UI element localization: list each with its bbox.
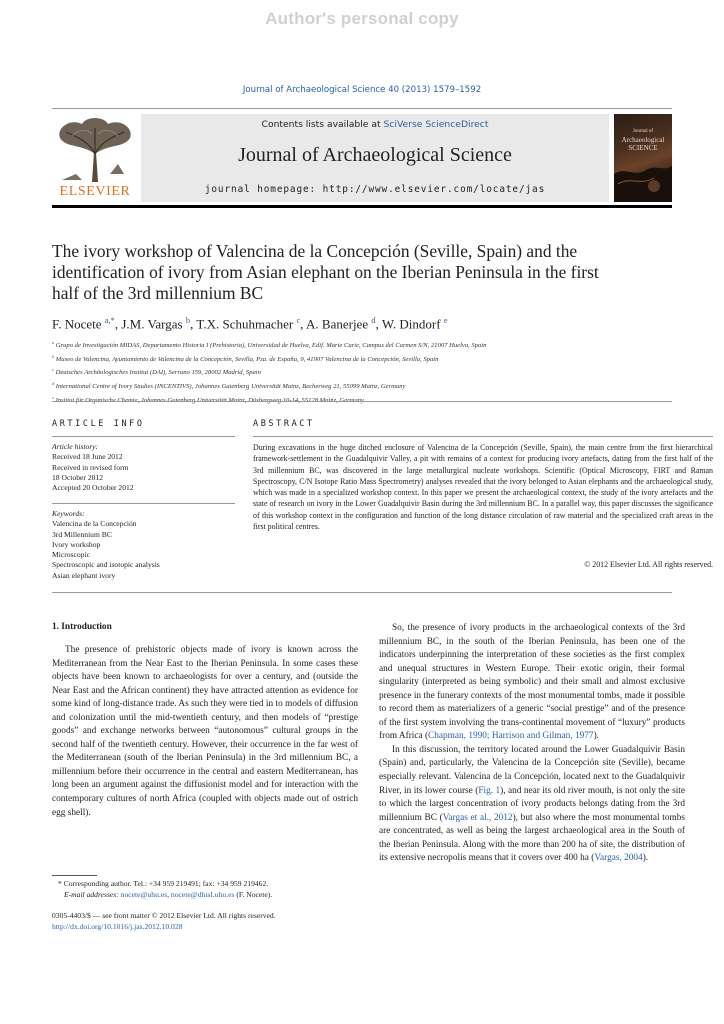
article-title	[52, 241, 682, 304]
keyword-item: Microscopic	[52, 550, 90, 560]
footnote-rule	[52, 875, 97, 876]
author-separator: ,	[375, 316, 382, 332]
paragraph-text: In this discussion, the territory located around the Lower Guadalquivir Basin (Spain) and, particularly, the Valencina de la Concepción site (Seville), became especially relevant. Valencina de la Concepción, located next to the Guadalquivir River, in its lower course (	[379, 744, 685, 796]
cover-line-1: Journal of	[632, 129, 654, 134]
author-affiliation-mark[interactable]: e	[443, 315, 448, 325]
affiliation-mark: a	[52, 340, 55, 345]
issn-line: 0305-4403/$ — see front matter © 2012 Elsevier Ltd. All rights reserved.	[52, 911, 276, 920]
affiliation-text: Grupo de Investigación MIDAS, Departamento Historia I (Prehistoria), Universidad de Huelva, Edif. Marie Curie, Campus del Carmen S/N, 21007 Huelva, Spain	[55, 342, 487, 350]
author-separator: ,	[114, 316, 122, 332]
title-line: identification of ivory from Asian elephant on the Iberian Peninsula in the first	[52, 262, 599, 282]
paragraph-text: ), and near its old river mouth, is not only the site to which the largest concentration of ivory products belongs dating from the 3rd millennium BC (	[379, 785, 685, 823]
publisher-name: ELSEVIER	[59, 184, 131, 199]
corresponding-author-footnote	[52, 879, 362, 900]
journal-cover[interactable]	[614, 114, 672, 202]
author-affiliation-mark[interactable]: d	[371, 315, 376, 325]
info-rule-2	[52, 503, 235, 504]
watermark: Author's personal copy	[265, 9, 459, 28]
author-separator: ,	[300, 316, 307, 332]
history-item: 18 October 2012	[52, 472, 104, 482]
affiliation-mark: c	[52, 367, 54, 373]
paragraph-text: ).	[593, 731, 599, 742]
affiliation-mark: e	[52, 394, 54, 400]
keywords	[52, 509, 235, 581]
affiliation-text: Deutsches Archäologisches Institut (DAI), Serrano 159, 28002 Madrid, Spain	[55, 369, 261, 377]
journal-homepage[interactable]: journal homepage: http://www.elsevier.com/locate/jas	[204, 184, 546, 195]
email-label: E-mail addresses:	[64, 889, 121, 899]
article-info-heading: ARTICLE INFO	[52, 419, 145, 429]
cover-line-3: SCIENCE	[628, 144, 658, 152]
citation-link[interactable]: Vargas, 2004	[594, 853, 643, 864]
corresponding-author: * Corresponding author. Tel.: +34 959 219491; fax: +34 959 219462.	[58, 879, 269, 888]
affiliation-item	[52, 379, 692, 393]
title-line: half of the 3rd millennium BC	[52, 283, 264, 303]
paragraph-text: So, the presence of ivory products in the archaeological contexts of the 3rd millennium BC, in the south of the Iberian Peninsula, has been one of the indicators underpinning the interpretation of these societies as the first complex and unequal structures in Western Europe. Their exotic origin, their formal singularity (interpreted as being symbolic) and their small and almost exclusive presence in the funerary contexts of the most monumental tombs, made it possible to record them as materializers of a generic “social prestige” and of the presence of the first system involving the trans-continental movement of “luxury” products from Africa (	[379, 623, 685, 742]
affiliation-item	[52, 352, 692, 366]
citation-link[interactable]: Chapman, 1990; Harrison and Gilman, 1977	[428, 731, 594, 742]
history-label: Article history:	[52, 442, 99, 451]
cover-line-2: Archaeological	[621, 136, 665, 144]
figure-link[interactable]: Fig. 1	[478, 785, 501, 796]
email-link[interactable]: nocete@dhisI.uhu.es	[170, 889, 235, 899]
contents-line	[141, 119, 609, 130]
author-name: J.M. Vargas	[121, 316, 183, 332]
title-line: The ivory workshop of Valencina de la Concepción (Seville, Spain) and the	[52, 241, 578, 261]
author-affiliation-mark[interactable]: c	[296, 315, 301, 325]
affiliation-mark: d	[52, 381, 55, 387]
body-column-left	[52, 644, 358, 820]
author-name: W. Dindorf	[381, 316, 441, 332]
elsevier-tree-icon	[52, 114, 138, 184]
history-item: Accepted 20 October 2012	[52, 483, 134, 493]
paragraph-text: ).	[642, 853, 649, 864]
email-line	[52, 890, 362, 901]
author-separator: ,	[190, 316, 197, 332]
email-suffix: (F. Nocete).	[234, 889, 273, 899]
header-bottom-rule	[52, 205, 672, 208]
affiliations	[52, 338, 692, 406]
author-name: T.X. Schuhmacher	[196, 316, 294, 332]
abstract-copyright: © 2012 Elsevier Ltd. All rights reserved.	[584, 560, 713, 569]
author-name: F. Nocete	[52, 316, 102, 332]
keyword-item: 3rd Millennium BC	[52, 529, 112, 539]
author-affiliation-mark[interactable]: a,*	[104, 315, 115, 325]
abstract-bottom-rule	[52, 592, 672, 593]
affiliation-rule	[52, 401, 672, 402]
keyword-item: Spectroscopic and isotopic analysis	[52, 560, 160, 570]
keywords-label: Keywords:	[52, 509, 85, 518]
history-item: Received in revised form	[52, 462, 129, 472]
email-link[interactable]: nocete@uhu.es	[120, 889, 168, 899]
body-paragraph: The presence of prehistoric objects made of ivory is known across the Mediterranean from the Near East to the Iberian Peninsula. In some cases these objects have been known to archaeologists for over a century, and (outside the Near East and the African continent) they have attracted attention as evidence for some kind of long-distance trade. As such they were tied in to models of diffusion and colonization until the mid-twentieth century, and then models of “prestige goods” and exchange networks between “autonomous” cultural groups in the second half of the twentieth century. However, their occurrence in the far west of the Mediterranean (south of the Iberian Peninsula) in the 3rd millennium BC, a millennium before their occurrence in the central and eastern Mediterranean, has long been an argument against the diffusionist model and for interaction with the contemporary cultures of north Africa (coupled with objects made out of ostrich egg shell).	[52, 645, 358, 818]
issn-block	[52, 910, 362, 932]
history-item: Received 18 June 2012	[52, 452, 123, 462]
body-paragraph	[379, 622, 685, 744]
info-rule-1	[52, 436, 235, 437]
email-separator: ,	[167, 889, 171, 899]
section-heading-introduction: 1. Introduction	[52, 622, 112, 632]
article-history	[52, 442, 235, 493]
affiliation-text: International Centre of Ivory Studies (INCENTIVS), Johannes Gutenberg Universität Mainz, Becherweg 21, 55099 Mainz, Germany	[55, 383, 406, 391]
author-name: A. Banerjee	[306, 316, 369, 332]
doi-link[interactable]: http://dx.doi.org/10.1016/j.jas.2012.10.028	[52, 922, 183, 931]
author-affiliation-mark[interactable]: b	[185, 315, 191, 325]
journal-citation[interactable]: Journal of Archaeological Science 40 (2013) 1579–1592	[242, 85, 482, 95]
abstract-text: During excavations in the huge ditched enclosure of Valencina de la Concepción (Seville, Spain), the main centre from the first hierarchical framework-settlement in the Guadalquivir Valley, a pit with remains of a context for producing ivory artefacts, dating from the first half of the 3rd millennium BC, was discovered in the large metallurgical nucleate workshops. Scientific (Optical Microscopy, FIRT and Raman Spectroscopy, C/N Isotope Ratio Mass Spectrometry) analyses revealed that the ivory belonged to Asian elephants and the archaeological study, which was made in a specialized workshop context. In this paper we present the archaeological context, the study of the ivory artefacts and the state of research on ivory in the Lower Guadalquivir Basin during the 3rd millennium BC. In a parallel way, this paper discusses the significance of this workshop context in the configuration and function of the long distance circulation of raw material and the specialized craft areas in the first political centres.	[253, 443, 713, 532]
affiliation-mark: b	[52, 353, 55, 359]
body-column-right	[379, 622, 685, 866]
sciencedirect-link[interactable]: SciVerse ScienceDirect	[383, 119, 489, 130]
abstract-rule-top	[253, 436, 713, 437]
citation-link[interactable]: Vargas et al., 2012	[442, 812, 513, 823]
body-paragraph	[379, 744, 685, 866]
affiliation-item	[52, 365, 692, 379]
journal-name: Journal of Archaeological Science	[238, 144, 512, 166]
abstract-heading: ABSTRACT	[253, 419, 315, 429]
paragraph-text: ), but also where the most monumental tombs are concentrated, as well as being the largest archaeological area in the South of the Iberian Peninsula. Along with the more than 200 ha of site, the distribution of its extensive necropolis means that it covers over 400 ha (	[379, 812, 685, 864]
affiliation-item	[52, 393, 692, 407]
keyword-item: Valencina de la Concepción	[52, 519, 137, 529]
affiliation-text: Museo de Valencina, Ayuntamiento de Valencina de la Concepción, Sevilla, Pza. de España, 9, 41907 Valencina de la Concepción, Sevilla, Spain	[55, 355, 439, 363]
author-list	[52, 315, 692, 332]
header-top-rule	[52, 108, 672, 109]
keyword-item: Asian elephant ivory	[52, 570, 116, 580]
affiliation-item	[52, 338, 692, 352]
keyword-item: Ivory workshop	[52, 539, 101, 549]
contents-prefix: Contents lists available at	[261, 119, 384, 130]
